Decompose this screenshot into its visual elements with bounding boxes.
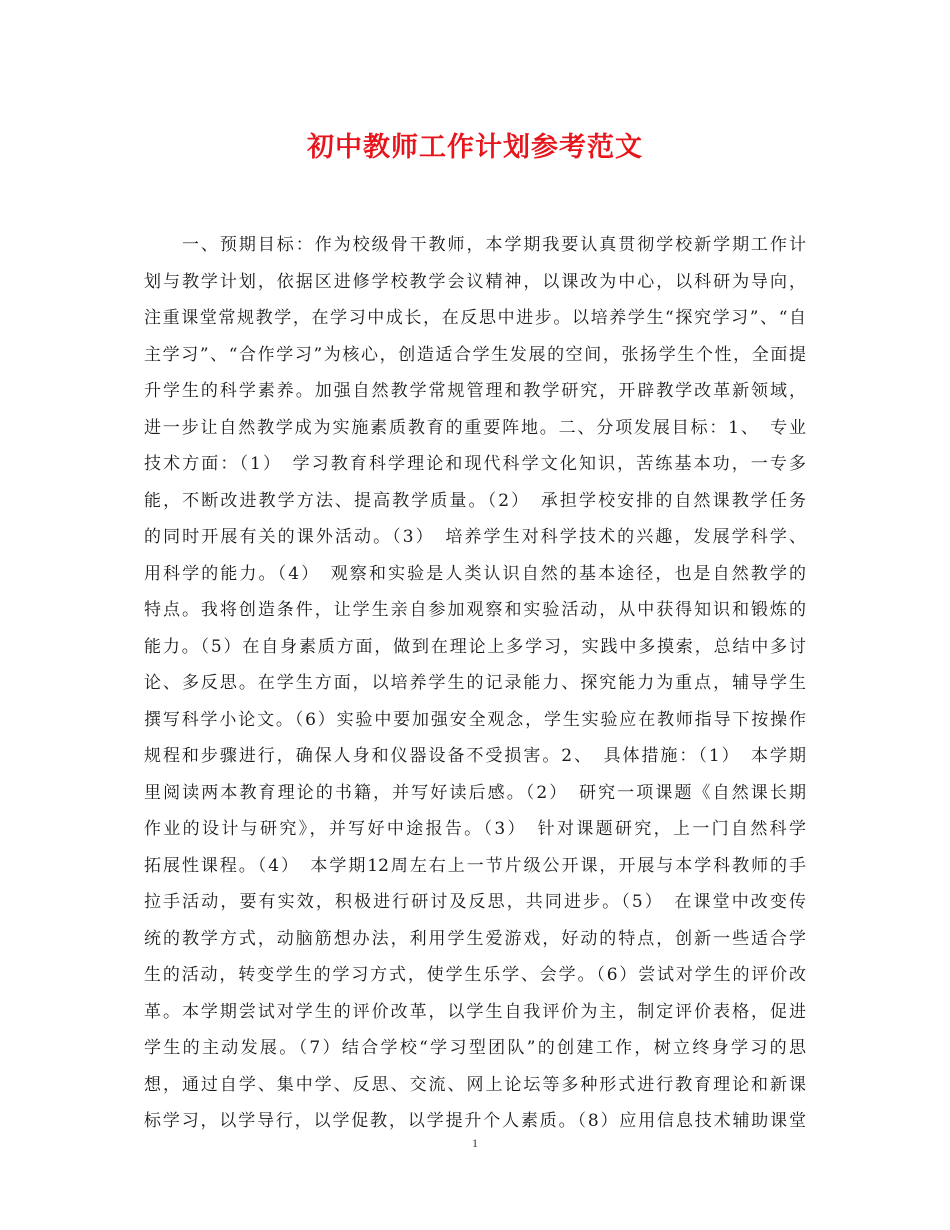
body-line: 划与教学计划，依据区进修学校教学会议精神，以课改为中心，以科研为导向， xyxy=(144,271,806,292)
body-line: 特点。我将创造条件，让学生亲自参加观察和实验活动，从中获得知识和锻炼的 xyxy=(144,600,806,620)
body-line: 技术方面：（1） 学习教育科学理论和现代科学文化知识，苦练基本功，一专多 xyxy=(144,454,806,474)
body-line: 规程和步骤进行，确保人身和仪器设备不受损害。2、 具体措施：（1） 本学期 xyxy=(144,746,806,766)
body-line: 撰写科学小论文。（6）实验中要加强安全观念，学生实验应在教师指导下按操作 xyxy=(144,709,806,730)
body-line: 革。本学期尝试对学生的评价改革，以学生自我评价为主，制定评价表格，促进 xyxy=(144,1001,806,1022)
body-line: 一、预期目标：作为校级骨干教师，本学期我要认真贯彻学校新学期工作计 xyxy=(144,235,806,255)
body-line: 的同时开展有关的课外活动。（3） 培养学生对科学技术的兴趣，发展学科学、 xyxy=(144,527,806,547)
document-title: 初中教师工作计划参考范文 xyxy=(307,132,643,163)
body-line: 升学生的科学素养。加强自然教学常规管理和教学研究，开辟教学改革新领域， xyxy=(144,381,806,401)
body-line: 学生的主动发展。（7）结合学校“学习型团队”的创建工作，树立终身学习的思 xyxy=(144,1038,806,1058)
document-body xyxy=(144,227,806,1140)
body-line: 标学习，以学导行，以学促教，以学提升个人素质。（8）应用信息技术辅助课堂 xyxy=(144,1111,806,1131)
body-line: 论、多反思。在学生方面，以培养学生的记录能力、探究能力为重点，辅导学生 xyxy=(144,673,806,693)
body-line: 生的活动，转变学生的学习方式，使学生乐学、会学。（6）尝试对学生的评价改 xyxy=(144,965,806,985)
body-line: 统的教学方式，动脑筋想办法，利用学生爱游戏，好动的特点，创新一些适合学 xyxy=(144,928,806,949)
body-line: 主学习”、“合作学习”为核心，创造适合学生发展的空间，张扬学生个性，全面提 xyxy=(144,344,806,365)
body-line: 注重课堂常规教学，在学习中成长，在反思中进步。以培养学生“探究学习”、“自 xyxy=(144,308,806,328)
body-line: 里阅读两本教育理论的书籍，并写好读后感。（2） 研究一项课题《自然课长期 xyxy=(144,782,806,803)
page-number: 1 xyxy=(472,1136,478,1150)
body-line: 能，不断改进教学方法、提高教学质量。（2） 承担学校安排的自然课教学任务 xyxy=(144,490,806,511)
body-line: 能力。（5）在自身素质方面，做到在理论上多学习，实践中多摸索，总结中多讨 xyxy=(144,636,806,657)
body-line: 拓展性课程。（4） 本学期12周左右上一节片级公开课，开展与本学科教师的手 xyxy=(144,855,806,876)
body-line: 拉手活动，要有实效，积极进行研讨及反思，共同进步。（5） 在课堂中改变传 xyxy=(144,892,806,912)
body-line: 想，通过自学、集中学、反思、交流、网上论坛等多种形式进行教育理论和新课 xyxy=(144,1074,806,1095)
body-line: 用科学的能力。（4） 观察和实验是人类认识自然的基本途径，也是自然教学的 xyxy=(144,563,806,584)
body-line: 进一步让自然教学成为实施素质教育的重要阵地。二、分项发展目标：1、 专业 xyxy=(144,417,806,438)
body-line: 作业的设计与研究》，并写好中途报告。（3） 针对课题研究，上一门自然科学 xyxy=(144,819,806,839)
